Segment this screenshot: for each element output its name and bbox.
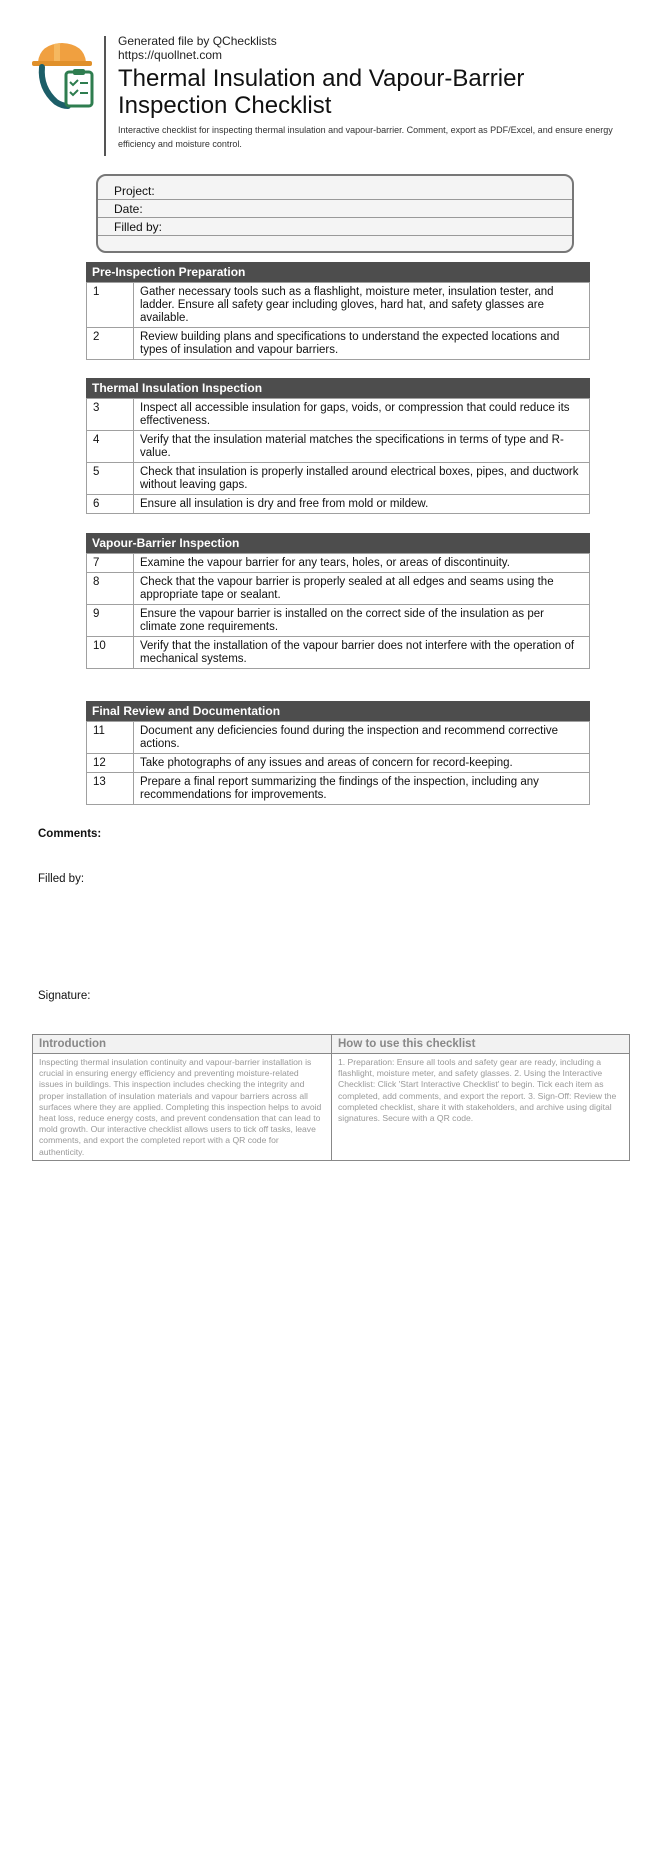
checklist-item[interactable]	[87, 722, 590, 754]
comments-label[interactable]: Comments:	[38, 828, 102, 840]
section-pre-inspection	[86, 262, 590, 360]
item-text: Ensure all insulation is dry and free from mold or mildew.	[134, 495, 590, 514]
item-number: 13	[87, 773, 134, 805]
section-title: Final Review and Documentation	[86, 701, 590, 721]
source-url-link[interactable]: https://quollnet.com	[118, 48, 223, 62]
filled-by-label[interactable]: Filled by:	[38, 873, 85, 885]
item-text: Take photographs of any issues and areas of concern for record-keeping.	[134, 754, 590, 773]
item-number: 8	[87, 573, 134, 605]
introduction-title: Introduction	[33, 1035, 331, 1054]
info-panels	[32, 1034, 630, 1161]
page-title: Thermal Insulation and Vapour-Barrier Inspection Checklist	[118, 65, 525, 119]
item-number: 1	[87, 283, 134, 328]
item-number: 12	[87, 754, 134, 773]
checklist-item[interactable]	[87, 754, 590, 773]
item-text: Gather necessary tools such as a flashlight, moisture meter, insulation tester, and ladder. Ensure all safety gear including gloves, hard hat, and safety glasses are available.	[134, 283, 590, 328]
date-field[interactable]: Date:	[98, 200, 572, 218]
how-to-title: How to use this checklist	[332, 1035, 629, 1054]
item-number: 7	[87, 554, 134, 573]
how-to-text: 1. Preparation: Ensure all tools and safety gear are ready, including a flashlight, moisture meter, and safety glasses. 2. Using the Interactive Checklist: Click 'Start Interactive Checklist' to begin. Tick each item as completed, add comments, and export the report. 3. Sign-Off: Review the completed checklist, share it with stakeholders, and archive using digital signatures. Secure with a QR code.	[338, 1057, 617, 1124]
section-title: Thermal Insulation Inspection	[86, 378, 590, 398]
header-divider	[104, 36, 106, 156]
page-description: Interactive checklist for inspecting thermal insulation and vapour-barrier. Comment, export as PDF/Excel, and ensure energy efficiency and moisture control.	[118, 125, 613, 149]
item-text: Verify that the installation of the vapour barrier does not interfere with the operation of mechanical systems.	[134, 637, 590, 669]
item-number: 4	[87, 431, 134, 463]
item-text: Review building plans and specifications to understand the expected locations and types of insulation and vapour barriers.	[134, 328, 590, 360]
checklist-item[interactable]	[87, 637, 590, 669]
item-text: Verify that the insulation material matches the specifications in terms of type and R-value.	[134, 431, 590, 463]
item-number: 9	[87, 605, 134, 637]
item-text: Check that insulation is properly installed around electrical boxes, pipes, and ductwork without leaving gaps.	[134, 463, 590, 495]
item-text: Inspect all accessible insulation for gaps, voids, or compression that could reduce its effectiveness.	[134, 399, 590, 431]
project-info-box	[96, 174, 574, 253]
item-number: 6	[87, 495, 134, 514]
document-header	[32, 34, 632, 158]
checklist-item[interactable]	[87, 399, 590, 431]
item-number: 5	[87, 463, 134, 495]
item-text: Document any deficiencies found during the inspection and recommend corrective actions.	[134, 722, 590, 754]
checklist-item[interactable]	[87, 605, 590, 637]
item-number: 10	[87, 637, 134, 669]
checklist-item[interactable]	[87, 328, 590, 360]
checklist-item[interactable]	[87, 463, 590, 495]
how-to-panel	[331, 1035, 629, 1160]
section-thermal-insulation	[86, 378, 590, 514]
section-final-review	[86, 701, 590, 805]
checklist-item[interactable]	[87, 495, 590, 514]
filled-by-field[interactable]: Filled by:	[98, 218, 572, 236]
checklist-item[interactable]	[87, 773, 590, 805]
item-text: Ensure the vapour barrier is installed on the correct side of the insulation as per climate zone requirements.	[134, 605, 590, 637]
section-title: Vapour-Barrier Inspection	[86, 533, 590, 553]
signature-label[interactable]: Signature:	[38, 990, 91, 1002]
checklist-item[interactable]	[87, 554, 590, 573]
introduction-text: Inspecting thermal insulation continuity and vapour-barrier installation is crucial in ensuring energy efficiency and preventing moisture-related issues in buildings. This inspection includes checking the integrity and proper installation of insulation materials and vapour barriers across all surfaces where they are applied. Completing this inspection helps to avoid heat loss, reduce energy costs, and prevent condensation that can lead to mold growth. Our interactive checklist allows users to tick off tasks, leave comments, and export the completed report with a QR code for authenticity.	[39, 1057, 322, 1157]
introduction-panel	[33, 1035, 331, 1160]
section-vapour-barrier	[86, 533, 590, 669]
generated-by-text: Generated file by QChecklists	[118, 34, 277, 48]
project-field[interactable]: Project:	[98, 182, 572, 200]
item-text: Prepare a final report summarizing the findings of the inspection, including any recommendations for improvements.	[134, 773, 590, 805]
checklist-item[interactable]	[87, 573, 590, 605]
section-title: Pre-Inspection Preparation	[86, 262, 590, 282]
item-number: 3	[87, 399, 134, 431]
item-text: Examine the vapour barrier for any tears, holes, or areas of discontinuity.	[134, 554, 590, 573]
item-text: Check that the vapour barrier is properly sealed at all edges and seams using the appropriate tape or sealant.	[134, 573, 590, 605]
item-number: 2	[87, 328, 134, 360]
checklist-item[interactable]	[87, 431, 590, 463]
checklist-item[interactable]	[87, 283, 590, 328]
hardhat-clipboard-logo-icon	[32, 40, 102, 116]
item-number: 11	[87, 722, 134, 754]
